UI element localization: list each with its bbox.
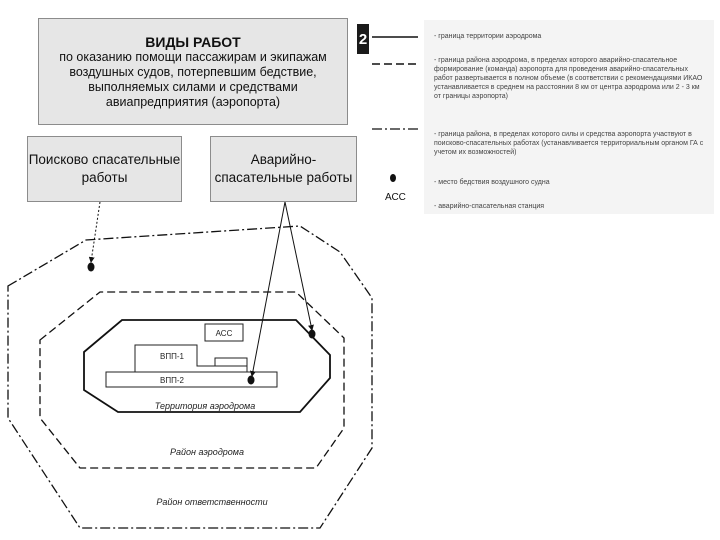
runway-1-label: ВПП-1 [160,352,184,361]
search-rescue-label: Поисково спасательные работы [28,152,181,185]
work-types-title: ВИДЫ РАБОТ [145,33,241,50]
arrow-rescue-to-area [285,202,312,330]
legend-item-territory: - граница территории аэродрома [434,33,542,40]
responsibility-area-label: Район ответственности [156,497,268,507]
runway-2-label: ВПП-2 [160,376,184,385]
legend-item-responsibility-area: - граница района, в пределах которого силы и средства аэропорта участвуют в поисково-спасательных работах (устанавливается территориальным органом ГА с учетом их возможностей) [434,131,704,156]
asc-station-label: АСС [215,329,233,338]
legend-item-aerodrome-area: - граница района аэродрома, в пределах которого аварийно-спасательное формирование (команда) аэропорта для проведения аварийно-спасательных работ развертывается в полном объеме (в соответствии с рекомендациями ИКАО устанавливается в среднем на расстоянии 8 км от центра аэродрома или 2 - 3 км от границы аэропорта) [434,57,703,100]
work-types-description: по оказанию помощи пассажирам и экипажам воздушных судов, потерпевшим бедствие, выполняемых силами и средствами авиапредприятия (аэропорта) [59,49,327,109]
work-types-box [38,18,348,125]
aerodrome-territory-label: Территория аэродрома [154,401,256,411]
aerodrome-area-label: Район аэродрома [170,447,244,457]
disaster-site-dot [88,263,95,272]
arrow-search-to-site [91,202,100,262]
runway-1-lower-strip [215,358,247,366]
disaster-site-dot [309,330,316,339]
legend-disaster-dot-icon [390,174,396,182]
emergency-rescue-label: Аварийно-спасательные работы [214,152,353,185]
legend-asc-label: АСС [385,192,406,203]
search-rescue-box [27,136,182,202]
page-marker: 2 [357,24,369,54]
emergency-rescue-box [210,136,357,202]
legend-item-rescue-station: - аварийно-спасательная станция [434,203,545,210]
legend-item-disaster-site: - место бедствия воздушного судна [434,179,550,186]
legend-panel [424,20,714,214]
disaster-site-dot [248,376,255,385]
